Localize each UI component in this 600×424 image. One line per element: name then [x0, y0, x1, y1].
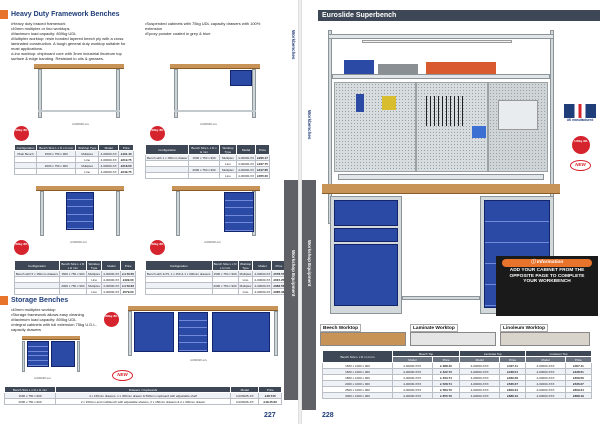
column-header: Worktop Type [239, 261, 252, 270]
table-cell [15, 289, 60, 295]
table-cell: 4-00000-XXX [526, 375, 566, 381]
table-cell: Lino [219, 161, 236, 167]
table-header-row [146, 261, 286, 271]
table-cell: 4-00000-XX [103, 283, 120, 288]
table-cell: Multiplex [219, 167, 236, 173]
new-badge: NEW [570, 160, 591, 171]
image-code: 4-000000-xxx [72, 122, 89, 126]
table-cell: 2000 x 750 x 900 [213, 283, 237, 288]
table-cell: 4-00000-XXX [526, 393, 566, 399]
column-header: Model [102, 261, 121, 271]
new-badge: NEW [112, 370, 133, 381]
feature-item: • Integral cabinets with full extension 75kg U.D.L. capacity drawers [11, 322, 111, 332]
table-row [15, 169, 134, 175]
feature-item: • 40mm multiplex or lino worktops [11, 26, 129, 31]
image-code: 4-000000-xxx [70, 240, 87, 244]
table-cell: £ 528.74 [432, 381, 460, 387]
table-cell: 2000 x 1000 x 900 [323, 381, 393, 387]
table-cell: Multiplex [76, 163, 99, 169]
image-code: 4-000000-xxx [200, 122, 217, 126]
table-cell: 1500 x 1000 x 900 [323, 369, 393, 375]
table-cell: £615.25 [273, 277, 285, 282]
feature-item: • Lino worktop: chipboard core with 3mm industrial linoleum top surface & edge banding. Resistant to oils & greases. [11, 51, 129, 61]
table-cell: 4-00000-XX [254, 271, 271, 276]
feature-item: • Multiplex worktop: resin bonded layered beech ply with a cross laminated construction. A tough general duty worktop suitable for most applications. [11, 36, 129, 51]
page-number: 228 [322, 412, 334, 419]
column-group-header: Beech Top [392, 351, 459, 357]
table-cell: £ 463.74 [432, 375, 460, 381]
column-header: Bench Size L x D x H mm [37, 145, 76, 151]
multi-drawer-bench-image [172, 186, 260, 236]
column-header: Model [237, 145, 256, 155]
column-header: Bench Size L x D x H mm [5, 387, 56, 393]
table-cell: 2 x 150mm and multibench with adjustable shelves, 2 x 150mm drawers & 2 x 300mm drawer [56, 399, 231, 405]
feature-list-2 [145, 21, 265, 36]
table-cell: Multiplex [88, 271, 100, 276]
table-cell: Multiplex [88, 283, 100, 288]
table-cell: 4-00000-XXX [460, 393, 500, 399]
storage-bench-table [4, 386, 282, 405]
uk-badge: UK manufactured [564, 104, 596, 126]
column-header: Bench Size L x D x H mm [213, 261, 237, 270]
table-cell: £609.24 [500, 387, 526, 393]
single-drawer-table [145, 144, 270, 179]
table-cell: 4-00000-XXX [526, 369, 566, 375]
udl-badge: 800kg UDL [14, 126, 29, 141]
feature-item: • Suspended cabinets with 75kg UDL capacity drawers with 100% extension [145, 21, 265, 31]
plain-bench-image [34, 64, 124, 118]
column-group-header: Laminate Top [460, 351, 526, 357]
column-header: Price [256, 145, 270, 155]
table-cell: 4-00000-XXX [460, 375, 500, 381]
table-cell: Lino [86, 289, 101, 295]
side-tab-workbenches: Workbenches [302, 10, 316, 160]
table-cell: 4-00000-XX [99, 157, 119, 163]
table-cell: £499.00 [122, 277, 134, 282]
column-header: Drawers / Cupboards [56, 387, 231, 393]
section-marker [0, 296, 8, 305]
table-cell: £688.19 [500, 393, 526, 399]
information-heading: ⓘ Information [502, 259, 592, 267]
column-header: Model [460, 357, 500, 363]
column-header: Worktop Type [76, 145, 99, 151]
table-row [146, 173, 270, 179]
table-cell: 4-00000-XX [103, 277, 120, 282]
storage-bench-small-image [22, 336, 80, 372]
table-cell: Lino [86, 277, 101, 283]
table-header-row [146, 145, 270, 155]
column-header: Configuration [15, 145, 37, 151]
table-cell: £249.75 [120, 169, 132, 174]
right-page [302, 0, 600, 424]
feature-item: • Storage framework allows easy cleaning [11, 312, 111, 317]
table-cell: 4-00000-XXX [526, 387, 566, 393]
table-cell: £4.79.50 [122, 271, 134, 276]
table-header-row [15, 261, 136, 271]
storage-bench-large-image [128, 306, 278, 356]
table-cell: £438.51 [565, 369, 591, 375]
left-page [0, 0, 298, 424]
column-header: Price [272, 261, 286, 271]
column-group-header: Linoleum Top [526, 351, 592, 357]
table-cell: £407.11 [565, 363, 591, 369]
table-cell [146, 289, 213, 295]
udl-badge: 800kg UDL [104, 312, 119, 327]
table-cell: £327.75 [257, 161, 268, 166]
table-cell: £683.55 [273, 283, 285, 288]
superbench-price-table [322, 350, 592, 399]
table-cell: Multiplex [219, 155, 236, 161]
column-header: Price [259, 387, 282, 393]
table-cell: 1500 x 750 x 900 [189, 155, 219, 161]
table-cell: £ 583.73 [432, 387, 460, 393]
info-icon: ⓘ [530, 260, 537, 265]
table-cell: Multiplex [239, 271, 252, 276]
column-header: Bench Size L x D x H mm [59, 261, 86, 271]
table-cell [59, 289, 86, 295]
table-cell: £218.60 [120, 163, 132, 168]
side-tab-workshop: Workshop Equipment [302, 180, 316, 410]
feature-item: • 40mm multiplex worktop [11, 307, 111, 312]
table-cell: 4-00000-XX [238, 173, 255, 178]
table-cell: £407.11 [500, 363, 526, 369]
table-cell [15, 169, 37, 175]
image-code: 4-000000-xxx [204, 240, 221, 244]
column-header: Price [432, 357, 460, 363]
table-cell: 1500 x 750 x 900 [5, 393, 56, 399]
linoleum-worktop-sample [500, 332, 590, 346]
table-cell: £ 655.79 [432, 393, 460, 399]
table-cell: £536.07 [565, 381, 591, 387]
column-header: Configuration [146, 145, 189, 155]
information-text: ADD YOUR CABINET FROM THE OPPOSITE PAGE TO COMPLETE YOUR WORKBENCH [509, 268, 585, 285]
table-cell: £355.00 [257, 173, 268, 178]
table-cell: 4-00000-XX [254, 283, 271, 288]
table-cell: £317.65 [257, 167, 268, 172]
table-cell: 4-00000-XXX [526, 381, 566, 387]
table-cell: 2000 x 750 x 900 [37, 163, 76, 169]
table-cell: £536.07 [500, 381, 526, 387]
table-cell: 1500 x 750 x 900 [37, 151, 76, 157]
table-cell: £295.17 [257, 155, 268, 160]
table-cell: 1800 x 1000 x 900 [323, 375, 393, 381]
five-drawer-table [14, 260, 136, 295]
table-cell: £219.75 [120, 157, 132, 162]
table-cell: Bench with 1 x 150mm drawer [147, 155, 188, 160]
table-cell: 4-00000-XX [254, 277, 271, 282]
udl-badge: 1200kg UDL [572, 136, 590, 154]
table-cell: Multiplex [239, 283, 252, 288]
table-cell: Lino [219, 173, 236, 179]
table-cell: 1500 x 750 x 900 [213, 271, 237, 276]
column-header: Model [392, 357, 432, 363]
column-header: Model [231, 387, 259, 393]
table-cell: 4-00000-XX [254, 289, 271, 294]
table-cell: £578.57 [273, 271, 285, 276]
table-cell: £438.51 [500, 369, 526, 375]
table-cell: 2000 x 750 x 900 [189, 167, 219, 173]
column-header: Model [99, 145, 119, 151]
feature-item: • Epoxy powder coated in grey & blue [145, 31, 265, 36]
table-cell: £469.56 [565, 375, 591, 381]
table-cell: 4-00000-XXX [526, 363, 566, 369]
table-cell: Lino [76, 169, 99, 175]
table-cell: 2000 x 750 x 900 [5, 399, 56, 405]
worktop-label-linoleum: Linoleum Worktop [500, 324, 548, 332]
table-cell: Lino [238, 289, 253, 295]
storage-title: Storage Benches [11, 297, 69, 304]
table-cell: 4-000025-XX [231, 393, 259, 399]
column-header: Model [526, 357, 566, 363]
table-cell: Lino [238, 277, 253, 283]
table-cell: £469.56 [500, 375, 526, 381]
table-cell: Bench with 5 x 150mm drawers [16, 271, 58, 276]
page-title: Euroslide Superbench [322, 12, 397, 19]
image-code: 4-000026-xxx [190, 358, 207, 362]
column-header: Configuration [146, 261, 213, 271]
information-box [496, 256, 598, 316]
table-cell: 1500 x 750 x 900 [61, 271, 85, 276]
table-row [15, 289, 136, 295]
feature-list [11, 21, 129, 61]
table-cell: 4-00000-XXX [392, 363, 432, 369]
storage-feature-list [11, 307, 111, 332]
table-cell: 4-00000-XXX [460, 369, 500, 375]
table-cell: 4-000026-XX [231, 399, 259, 405]
table-cell: 4-00000-XX [99, 163, 119, 169]
table-cell: £191.40 [120, 151, 132, 156]
page-title: Heavy Duty Framework Benches [11, 11, 120, 18]
page-number: 227 [264, 412, 276, 419]
table-cell: 4-00000-XXX [460, 381, 500, 387]
laminate-worktop-sample [410, 332, 496, 346]
feature-item: • Heavy duty braced framework [11, 21, 129, 26]
table-cell: Lino [76, 157, 99, 163]
table-cell [37, 169, 76, 175]
udl-badge: 800kg UDL [14, 240, 29, 255]
table-cell: Bench with 4x75, 1 x 150 & 1 x 300mm drawers [147, 271, 211, 276]
table-cell: 4-00000-XXX [392, 393, 432, 399]
worktop-label-laminate: Laminate Worktop [410, 324, 458, 332]
column-header: Price [119, 145, 134, 151]
side-tab-workshop: Workshop Equipment [284, 180, 298, 400]
table-cell: £49.45.60 [259, 399, 282, 405]
table-cell: 3000 x 1000 x 900 [323, 393, 393, 399]
five-drawer-bench-image [36, 186, 124, 236]
feature-item: • Maximum load capacity: 800kg UDL [11, 31, 129, 36]
table-cell: 4-00000-XX [103, 289, 120, 294]
multi-drawer-table [145, 260, 286, 295]
worktop-label-beech: Beech Worktop [320, 324, 361, 332]
side-tab-workbenches: Workbenches [284, 20, 298, 170]
table-cell: Plain Bench [15, 151, 37, 157]
column-header: Price [565, 357, 591, 363]
udl-badge: 800kg UDL [150, 126, 165, 141]
table-cell: 4 x 150mm drawers, 1 x 300mm drawer & 500mm cupboard with adjustable shelf [56, 393, 231, 399]
table-cell: 4-00000-XX [238, 161, 255, 166]
column-header: Bench Size L x D x H mm [189, 145, 219, 155]
table-cell: £685.33 [273, 289, 285, 294]
column-header: Worktop Type [86, 261, 101, 271]
table-cell: 4-00000-XXX [392, 375, 432, 381]
feature-item: • Maximum load capacity: 800kg UDL [11, 317, 111, 322]
single-drawer-bench-image [170, 64, 260, 118]
table-cell [212, 289, 238, 295]
table-cell: 4-00000-XXX [460, 363, 500, 369]
table-cell: 4-00000-XXX [460, 387, 500, 393]
table-row [323, 393, 592, 399]
column-header: Price [500, 357, 526, 363]
column-header: Worktop Type [219, 145, 236, 155]
table-cell: £579.00 [122, 289, 134, 294]
table-cell: 4-00000-XX [238, 167, 255, 172]
table-cell: £48.745 [259, 393, 282, 399]
udl-badge: 800kg UDL [150, 240, 165, 255]
table-cell [146, 173, 189, 179]
table-cell: 4-00000-XX [99, 169, 119, 175]
table-row [5, 399, 282, 405]
table-cell: 4-00000-XXX [392, 387, 432, 393]
table-cell: 4-00000-XXX [392, 369, 432, 375]
table-cell: £688.19 [565, 393, 591, 399]
section-marker [0, 10, 8, 19]
table-cell: 4-00000-XX [238, 155, 255, 160]
table-cell: £ 422.73 [432, 369, 460, 375]
table-cell: 4-00000-XX [99, 151, 119, 157]
table-cell: 4-00000-XX [103, 271, 120, 276]
table-cell: 1500 x 1000 x 900 [323, 363, 393, 369]
table-cell: 2000 x 750 x 900 [61, 283, 85, 288]
table-cell: 4-00000-XXX [392, 381, 432, 387]
column-group-header: Bench Size L x D x H mm [323, 351, 393, 363]
column-header: Price [121, 261, 136, 271]
image-code: 4-000025-xxx [34, 376, 51, 380]
table-cell: £4.79.63 [122, 283, 134, 288]
table-cell: 2500 x 1000 x 900 [323, 387, 393, 393]
beech-worktop-sample [320, 332, 406, 346]
table-cell: Multiplex [76, 151, 99, 157]
table-cell: £ 388.40 [432, 363, 460, 369]
column-header: Model [253, 261, 272, 271]
table-cell [189, 173, 219, 179]
plain-bench-table [14, 144, 134, 175]
column-header: Configuration [15, 261, 60, 271]
table-cell: £609.24 [565, 387, 591, 393]
table-row [146, 289, 286, 295]
